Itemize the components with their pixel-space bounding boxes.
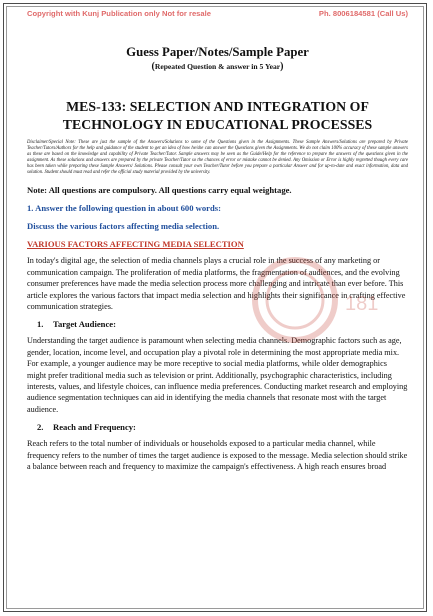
section-heading: VARIOUS FACTORS AFFECTING MEDIA SELECTION: [27, 239, 244, 250]
page-title: Guess Paper/Notes/Sample Paper: [126, 45, 309, 59]
contact-phone: Ph. 8006184581 (Call Us): [318, 9, 408, 18]
subsection-number: 1.: [37, 319, 44, 330]
instructions-note: Note: All questions are compulsory. All questions carry equal weightage.: [27, 185, 292, 196]
watermark-text: 181: [345, 293, 379, 315]
question-text: Discuss the various factors affecting media selection.: [27, 221, 220, 232]
copyright-header: [27, 6, 408, 22]
question-heading: 1. Answer the following question in about 600 words:: [27, 203, 221, 214]
intro-paragraph: In today's digital age, the selection of media channels plays a crucial role in the success of any marketing or communication campaign. The proliferation of media platforms, the fragmentation of audiences, and the evolving consumer preferences have made the media selection process more challenging and intricate than ever before. This article explores the various factors that impact media selection and highlights their significance in crafting effective communication strategies.: [27, 256, 406, 311]
subsection-title: Reach and Frequency:: [53, 422, 136, 433]
subsection-number: 2.: [37, 422, 44, 433]
subtitle-text: Repeated Question & answer in 5 Year: [154, 62, 281, 71]
course-title: MES-133: SELECTION AND INTEGRATION OF TECHNOLOGY IN EDUCATIONAL PROCESSES: [62, 99, 373, 132]
subsection-paragraph-2: Reach refers to the total number of individuals or households exposed to a particular media channel, while frequency refers to the number of times the target audience is exposed to the message. Media selection should strike a balance between reach and frequency to maximize the campaign's effectiveness. A high reach ensures broad: [27, 439, 408, 471]
subsection-paragraph-1: Understanding the target audience is paramount when selecting media channels. Demographic factors such as age, gender, location, income level, and occupation play a pivotal role in determining the most appropriate media mix. For example, a younger audience may be more receptive to social media platforms, while older demographics might prefer traditional media such as television or print. Additionally, psychographic characteristics, including interests, values, and lifestyle choices, can influence media preferences. Conducting market research and employing audience segmentation techniques can aid in identifying the media channels that resonate most with the target audience.: [27, 336, 408, 414]
subsection-heading-2: [27, 421, 408, 433]
subsection-title: Target Audience:: [53, 319, 116, 330]
subsection-heading-1: [27, 318, 408, 330]
page-subtitle: (Repeated Question & answer in 5 Year): [151, 61, 284, 72]
disclaimer-note: Disclaimer/Special Note: These are just the sample of the Answers/Solutions to some of the Questions given in the Assignments. These Sample Answers/Solutions are prepared by Private Teacher/Tutors/Authors for the help and guidance of the student to get an idea of how he/she can answer the Questions given the Assignments. We do not claim 100% accuracy of these sample answers as these are based on the knowledge and capability of Private Teacher/Tutor. Sample answers may be seen as the Guide/Help for the reference to prepare the answers of the questions given in the assignment. As these solutions and answers are prepared by the private Teacher/Tutor so the chances of error or mistake cannot be denied. Any Omission or Error is highly regretted though every care has been taken while preparing these Sample Answers/ Solutions. Please consult your own Teacher/Tutor before you prepare a particular Answer and for up-to-date and exact information, data and solution. Student should must read and refer the official study material provided by the university.: [27, 140, 408, 176]
copyright-notice: Copyright with Kunj Publication only Not for resale: [27, 9, 211, 18]
document-content: [27, 6, 408, 472]
